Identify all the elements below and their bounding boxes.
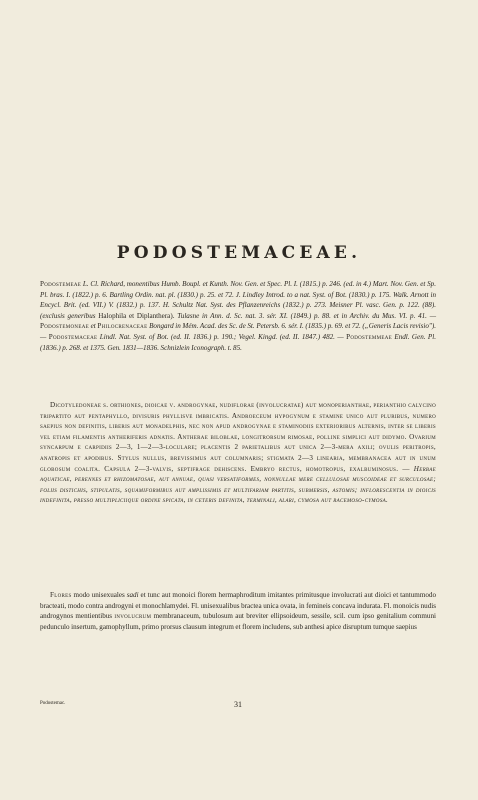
- text-run: Halophila et Diplanthera: [98, 311, 171, 320]
- text-run: involucrum: [114, 612, 152, 621]
- description-paragraph: [40, 590, 436, 632]
- text-run: Podostemmeae: [346, 332, 392, 341]
- text-run: Endl. Gen. Pl. (1836.) p. 268. et 1375. Gen. 1831—1836. Schnizlein Iconograph. t. 85.: [40, 332, 437, 352]
- page-number: 31: [234, 700, 242, 709]
- text-run: Bongard in Mém. Acad. des Sc. de St. Petersb. 6. sér. I. (1835.) p. 69. et 72. („Generis Lacis revisio"). —: [40, 322, 436, 341]
- text-run: Podostemoneae: [40, 322, 89, 331]
- family-title: PODOSTEMACEAE.: [116, 243, 362, 263]
- text-run: Flores: [50, 591, 72, 599]
- text-run: Dicotyledoneae s. orthiones, dioicae v. androgynae, nudiflorae (involucratae) aut monoperianthae, perianthio calycino tripartito aut pentaphyllo, divisuris phyllisve imbricatis. Androeceum hypogynum e stamine unico aut pluribus, numero saepius non definitis, liberis aut monadelphis, nec non apud androgynae e staminodiis exterioribus alternis, inter se liberis vel etiam filamentis antheriferis adnatis. Antherae biloblae, longitrorsum rimosae, polline simplici aut didymo. Ovarium syncarpum e carpidiis 2—3, 1—2—3-loculare; placentis 2 parietalibus aut unica 2—3-mera axili; ovulis peritropis, anatropis et apodibus. Stylus nullus, brevissimus aut columnaris; stigmata 2—3 linearia, membranacea aut in unum globosum coalita. Capsula 2—3-valvis, septifrage dehiscens. Embryo rectus, homotropus, exalbuminosus. —: [40, 401, 436, 473]
- text-run: L. Cl. Richard,: [81, 280, 127, 288]
- text-run: Podostemaceae: [48, 332, 98, 341]
- text-run: membranaceum, tubulosum aut breviter ellipsoideum, sessile, scil. cum ipso genitalium communi pedunculo insertum, gamophyllum, primo prorsus clausum integrum et florem includens, sub anthesi apice disruptum tumque saepius: [40, 612, 436, 631]
- text-run: monentibus Humb. Boupl. et Kunth. Nov. Gen. et Spec. Pl. I. (1815.) p. 246. (ed. in 4.) Mart. Nov. Gen. et Sp. Pl. bras. I. (1822.) p. 6. Bartling Ordin. nat. pl. (1830.) p. 25. et 72. J. Lindley Introd. to a nat. Syst. of Bot. (1830.) p. 175. Walk. Arnott in Encycl. Brit. (ed. VII.) V. (1832.) p. 137. H. Schultz Nat. Syst. des Pflanzenreichs (1832.) p. 273. Meisner Pl. vasc. Gen. p. 122. (88). (exclusis generibus: [40, 280, 436, 320]
- text-run: Herbae aquaticae, perennes et rhizomatosae, aut annuae, quasi versatiformes, nonnullae mere cellulosae muscoideae et surculosae; foliis distichis, stipulatis, squamiformibus aut amplissimis et multifariam partitis, submersis, astomis; inflorescentia in dioicis indefinita, presso multipliciique ordine spicata, in ceteris definita, terminali, alari, cymosa aut racemoso-cymosa.: [40, 464, 436, 505]
- text-run: Tulasne in Ann. d. Sc. nat. 3. sér. XI. (1849.) p. 88. et in Archiv. du Mus. VI. p. 41. —: [177, 311, 436, 320]
- text-run: et: [88, 322, 98, 331]
- synonymy-paragraph: [40, 279, 436, 353]
- text-run: Podostemeae: [40, 280, 82, 288]
- character-paragraph: [40, 400, 436, 506]
- page-footer: [40, 700, 436, 710]
- text-run: et tunc aut monoici florem hermaphroditum imitantes primitusque involucrati aut dioici et tantummodo bracteati, modo contra androgyni et monochlamydei. Fl. unisexualibus bractea unica ovata, in femineis concava indurata. Fl. monoicis nudis androgynos mentientibus: [40, 591, 436, 621]
- text-run: ).: [170, 311, 178, 320]
- text-run: Lindl. Nat. Syst. of Bot. (ed. II. 1836.) p. 190.; Vegel. Kingd. (ed. II. 1847.) 482. —: [97, 332, 347, 341]
- text-run: Philocrenaceae: [97, 322, 148, 331]
- text-run: sadi: [126, 591, 139, 599]
- text-run: modo unisexuales: [71, 591, 127, 599]
- signature-mark: Podostemac.: [40, 701, 66, 706]
